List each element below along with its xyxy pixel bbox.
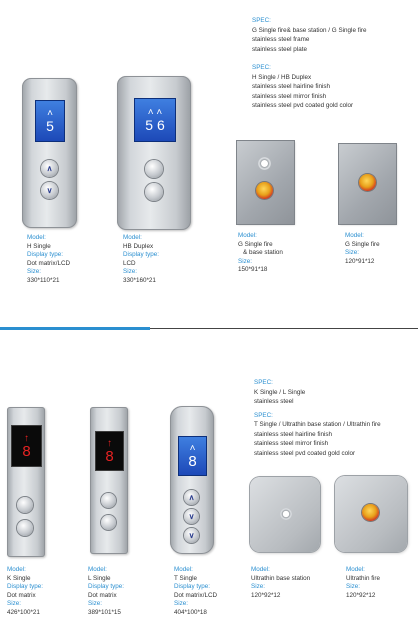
model-value: L Single xyxy=(88,574,111,582)
spec-line: stainless steel mirror finish xyxy=(254,440,329,447)
lcd-screen xyxy=(178,436,207,476)
display-label: Display type: xyxy=(7,583,44,591)
chevron-down-icon: ∨ xyxy=(46,186,53,195)
base-station-button[interactable] xyxy=(258,157,271,170)
k-single-caption xyxy=(7,566,43,618)
model-value: HB Duplex xyxy=(123,242,154,250)
model-label: Model: xyxy=(238,232,257,239)
display-value: Dot matrix/LCD xyxy=(174,591,218,599)
base-station-button[interactable] xyxy=(280,508,292,520)
call-button[interactable] xyxy=(145,160,163,178)
size-value: 389*101*15 xyxy=(88,608,121,616)
hb-duplex-caption xyxy=(123,234,159,286)
screen-arrow: ↑ xyxy=(24,432,29,444)
chevron-down-icon: ∨ xyxy=(188,512,195,521)
chevron-down-icon: ∨ xyxy=(188,531,195,540)
g-single-fire-base-caption xyxy=(238,232,283,275)
led-screen xyxy=(11,425,42,467)
display-value: LCD xyxy=(123,259,136,267)
size-label: Size: xyxy=(174,600,188,608)
display-label: Display type: xyxy=(27,251,64,259)
bottom-spec xyxy=(254,378,381,458)
size-label: Size: xyxy=(123,268,137,276)
size-value: 404*100*18 xyxy=(174,608,207,616)
model-label: Model: xyxy=(27,234,46,241)
spec-line: stainless steel pvd coated gold color xyxy=(252,102,354,109)
spec-heading: SPEC: xyxy=(252,17,271,24)
spec-heading: SPEC: xyxy=(254,411,273,419)
model-label: Model: xyxy=(7,566,26,573)
model-label: Model: xyxy=(174,566,193,573)
size-label: Size: xyxy=(251,583,265,591)
call-button[interactable] xyxy=(17,497,33,513)
call-button[interactable] xyxy=(101,515,116,530)
spec-heading: SPEC: xyxy=(254,379,273,386)
l-single-caption xyxy=(88,566,124,618)
spec-line: K Single / L Single xyxy=(254,388,306,396)
size-label: Size: xyxy=(88,600,102,608)
t-single-panel xyxy=(170,406,214,554)
size-label: Size: xyxy=(238,257,252,265)
size-value: 330*110*21 xyxy=(27,276,60,284)
g-single-fire-base-panel xyxy=(237,141,294,224)
model-value: & base station xyxy=(243,249,283,257)
section-divider-accent xyxy=(0,327,150,330)
h-single-panel xyxy=(22,78,77,228)
lcd-screen xyxy=(134,98,176,142)
spec-line: stainless steel plate xyxy=(252,45,307,53)
screen-arrow: ˄ ˄ xyxy=(147,107,163,118)
call-button[interactable] xyxy=(17,520,33,536)
spec-line: stainless steel mirror finish xyxy=(252,92,327,100)
up-button[interactable] xyxy=(184,490,199,505)
ultrathin-base-station-caption xyxy=(251,566,310,600)
t-single-caption xyxy=(174,566,217,618)
screen-arrow: ↑ xyxy=(107,437,112,449)
display-value: Dot matrix/LCD xyxy=(27,259,71,267)
size-value: 426*100*21 xyxy=(7,608,40,616)
model-value: G Single fire xyxy=(238,240,273,248)
display-label: Display type: xyxy=(88,583,125,591)
up-button[interactable] xyxy=(41,160,58,177)
screen-floor: 8 xyxy=(188,452,197,470)
display-label: Display type: xyxy=(123,251,160,259)
chevron-up-icon: ∧ xyxy=(188,493,195,502)
display-value: Dot matrix xyxy=(88,591,117,599)
section-divider xyxy=(150,328,418,329)
model-label: Model: xyxy=(123,234,142,241)
down-button[interactable] xyxy=(41,182,58,199)
lcd-screen xyxy=(35,100,65,142)
spec-line: stainless steel xyxy=(254,398,294,405)
size-label: Size: xyxy=(7,600,21,608)
ultrathin-fire-panel xyxy=(335,476,407,552)
size-label: Size: xyxy=(27,268,41,276)
k-single-panel xyxy=(7,407,45,557)
model-value: G Single fire xyxy=(345,240,380,248)
model-value: K Single xyxy=(7,574,31,582)
down-button[interactable] xyxy=(184,509,199,524)
model-value: T Single xyxy=(174,574,197,582)
model-value: H Single xyxy=(27,242,51,250)
spec-line: stainless steel hairline finish xyxy=(254,430,333,438)
spec-line: stainless steel hairline finish xyxy=(252,83,331,90)
g-single-fire-caption xyxy=(345,232,380,266)
display-value: Dot matrix xyxy=(7,591,36,599)
model-label: Model: xyxy=(346,566,365,573)
fire-button[interactable] xyxy=(362,504,379,521)
spec-line: G Single fire& base station / G Single fire xyxy=(252,26,367,34)
screen-floor: 8 xyxy=(105,447,114,465)
screen-floor: 8 xyxy=(22,442,31,460)
spec-heading: SPEC: xyxy=(252,64,271,71)
size-value: 330*160*21 xyxy=(123,276,156,284)
screen-floor: 5 xyxy=(46,118,54,134)
model-label: Model: xyxy=(251,566,270,573)
spec-line: H Single / HB Duplex xyxy=(252,73,312,81)
call-button[interactable] xyxy=(184,528,199,543)
model-label: Model: xyxy=(345,232,364,239)
call-button[interactable] xyxy=(101,493,116,508)
ultrathin-base-station-panel xyxy=(250,477,320,552)
size-value: 150*91*18 xyxy=(238,266,268,274)
model-label: Model: xyxy=(88,566,107,573)
display-label: Display type: xyxy=(174,583,211,591)
chevron-up-icon: ∧ xyxy=(46,164,53,173)
screen-floor: 5 6 xyxy=(145,117,165,133)
l-single-panel xyxy=(90,407,128,554)
g-single-fire-panel xyxy=(339,144,396,224)
hb-duplex-panel xyxy=(117,76,191,230)
model-value: Ultrathin fire xyxy=(346,574,380,582)
screen-arrow: ˄ xyxy=(189,442,196,454)
screen-arrow: ˄ xyxy=(47,108,53,119)
call-button[interactable] xyxy=(145,183,163,201)
size-value: 120*91*12 xyxy=(345,257,375,265)
spec-line: stainless steel frame xyxy=(252,36,310,43)
size-value: 120*92*12 xyxy=(346,591,376,599)
fire-button[interactable] xyxy=(256,182,273,199)
top-spec xyxy=(252,16,366,111)
h-single-caption xyxy=(27,234,70,286)
spec-line: T Single / Ultrathin base station / Ultrathin fire xyxy=(254,421,381,428)
spec-line: stainless steel pvd coated gold color xyxy=(254,449,356,457)
size-value: 120*92*12 xyxy=(251,591,281,599)
size-label: Size: xyxy=(345,249,359,257)
model-value: Ultrathin base station xyxy=(251,574,311,582)
led-screen xyxy=(95,431,124,471)
fire-button[interactable] xyxy=(359,174,376,191)
ultrathin-fire-caption xyxy=(346,566,380,600)
size-label: Size: xyxy=(346,583,360,591)
